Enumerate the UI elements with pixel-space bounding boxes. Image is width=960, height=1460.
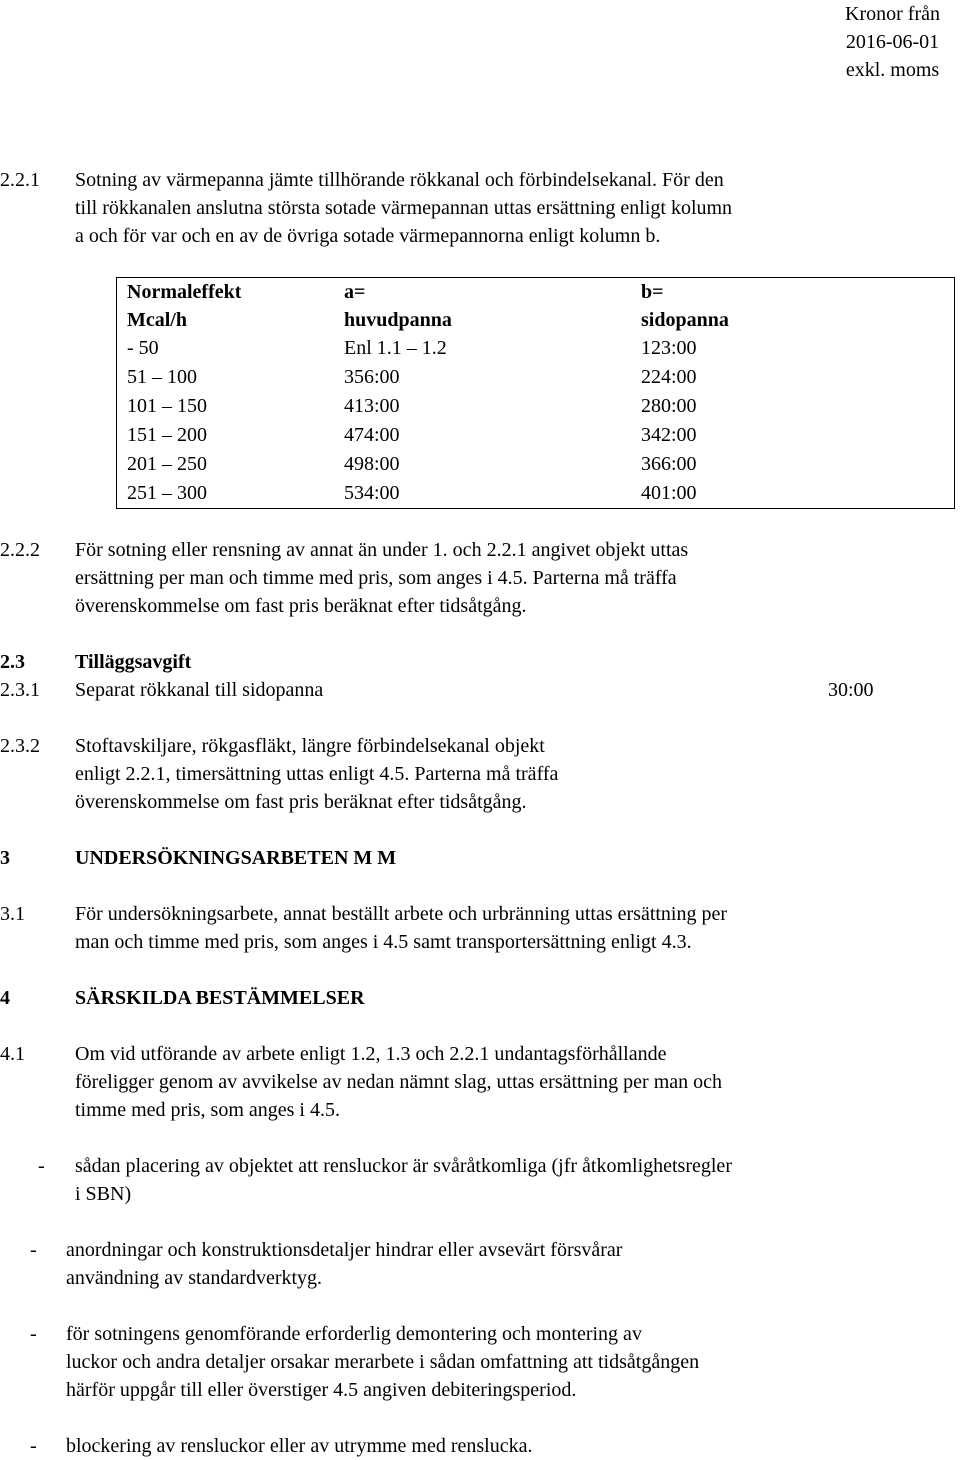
price-value: 30:00 (828, 679, 874, 701)
table-cell: - 50 (127, 337, 159, 359)
list-item-line: användning av standardverktyg. (66, 1267, 323, 1289)
table-cell: 401:00 (641, 482, 697, 504)
table-cell: 201 – 250 (127, 453, 207, 475)
paragraph-line: man och timme med pris, som anges i 4.5 samt transportersättning enligt 4.3. (75, 931, 692, 953)
table-row (117, 334, 955, 363)
section-number: 2.2.2 (0, 539, 40, 561)
header-line-2: 2016-06-01 (845, 31, 940, 53)
bullet-dash: - (30, 1239, 37, 1261)
paragraph-line: För undersökningsarbete, annat beställt arbete och urbränning uttas ersättning per (75, 903, 728, 925)
section-number: 2.3.2 (0, 735, 40, 757)
table-cell: 413:00 (344, 395, 400, 417)
table-row (117, 479, 955, 509)
section-number: 4 (0, 987, 10, 1009)
table-cell: 356:00 (344, 366, 400, 388)
list-item-line: för sotningens genomförande erforderlig demontering och montering av (66, 1323, 642, 1345)
section-number: 2.3 (0, 651, 25, 673)
header-line-3: exkl. moms (845, 59, 940, 81)
paragraph-line: Om vid utförande av arbete enligt 1.2, 1.3 och 2.2.1 undantagsförhållande (75, 1043, 667, 1065)
paragraph-line: a och för var och en av de övriga sotade värmepannorna enligt kolumn b. (75, 225, 661, 247)
col-header-normaleffekt: Normaleffekt Mcal/h (127, 281, 242, 331)
table-cell: 498:00 (344, 453, 400, 475)
paragraph-line: För sotning eller rensning av annat än under 1. och 2.2.1 angivet objekt uttas (75, 539, 689, 561)
table-cell: 101 – 150 (127, 395, 207, 417)
paragraph-line: Stoftavskiljare, rökgasfläkt, längre förbindelsekanal objekt (75, 735, 545, 757)
table-header-row (117, 278, 955, 335)
table-row (117, 363, 955, 392)
section-title: SÄRSKILDA BESTÄMMELSER (75, 987, 365, 1009)
header-line-1: Kronor från (845, 3, 940, 25)
table-cell: 151 – 200 (127, 424, 207, 446)
table-cell: 366:00 (641, 453, 697, 475)
list-item-line: blockering av rensluckor eller av utrymme med renslucka. (66, 1435, 533, 1457)
section-title: Tilläggsavgift (75, 651, 192, 673)
section-number: 2.2.1 (0, 169, 40, 191)
table-cell: 123:00 (641, 337, 697, 359)
section-number: 3.1 (0, 903, 25, 925)
date-header (845, 0, 940, 84)
table-cell: Enl 1.1 – 1.2 (344, 337, 447, 359)
paragraph-line: enligt 2.2.1, timersättning uttas enligt 4.5. Parterna må träffa (75, 763, 559, 785)
paragraph-line: Separat rökkanal till sidopanna (75, 679, 324, 701)
table-row (117, 450, 955, 479)
section-number: 2.3.1 (0, 679, 40, 701)
section-title: UNDERSÖKNINGSARBETEN M M (75, 847, 397, 869)
list-item-line: sådan placering av objektet att rensluckor är svåråtkomliga (jfr åtkomlighetsregler (75, 1155, 732, 1177)
paragraph-line: till rökkanalen anslutna största sotade värmepannan uttas ersättning enligt kolumn (75, 197, 733, 219)
table-row (117, 392, 955, 421)
col-header-huvudpanna: a= huvudpanna (344, 281, 452, 331)
paragraph-line: Sotning av värmepanna jämte tillhörande rökkanal och förbindelsekanal. För den (75, 169, 724, 191)
table-cell: 280:00 (641, 395, 697, 417)
bullet-dash: - (38, 1155, 45, 1177)
list-item-line: i SBN) (75, 1183, 132, 1205)
table-cell: 474:00 (344, 424, 400, 446)
paragraph-line: överenskommelse om fast pris beräknat efter tidsåtgång. (75, 595, 527, 617)
paragraph-line: ersättning per man och timme med pris, som anges i 4.5. Parterna må träffa (75, 567, 677, 589)
bullet-dash: - (30, 1323, 37, 1345)
bullet-dash: - (30, 1435, 37, 1457)
paragraph-line: överenskommelse om fast pris beräknat efter tidsåtgång. (75, 791, 527, 813)
list-item-line: anordningar och konstruktionsdetaljer hindrar eller avsevärt försvårar (66, 1239, 623, 1261)
list-item-line: luckor och andra detaljer orsakar merarbete i sådan omfattning att tidsåtgången (66, 1351, 700, 1373)
table-cell: 534:00 (344, 482, 400, 504)
table-row (117, 421, 955, 450)
paragraph-line: föreligger genom av avvikelse av nedan nämnt slag, uttas ersättning per man och (75, 1071, 723, 1093)
rates-table (116, 277, 955, 509)
table-cell: 51 – 100 (127, 366, 197, 388)
list-item-line: härför uppgår till eller överstiger 4.5 angiven debiteringsperiod. (66, 1379, 577, 1401)
table-cell: 251 – 300 (127, 482, 207, 504)
paragraph-line: timme med pris, som anges i 4.5. (75, 1099, 340, 1121)
section-number: 4.1 (0, 1043, 25, 1065)
table-cell: 342:00 (641, 424, 697, 446)
section-number: 3 (0, 847, 10, 869)
col-header-sidopanna: b= sidopanna (641, 281, 729, 331)
table-cell: 224:00 (641, 366, 697, 388)
